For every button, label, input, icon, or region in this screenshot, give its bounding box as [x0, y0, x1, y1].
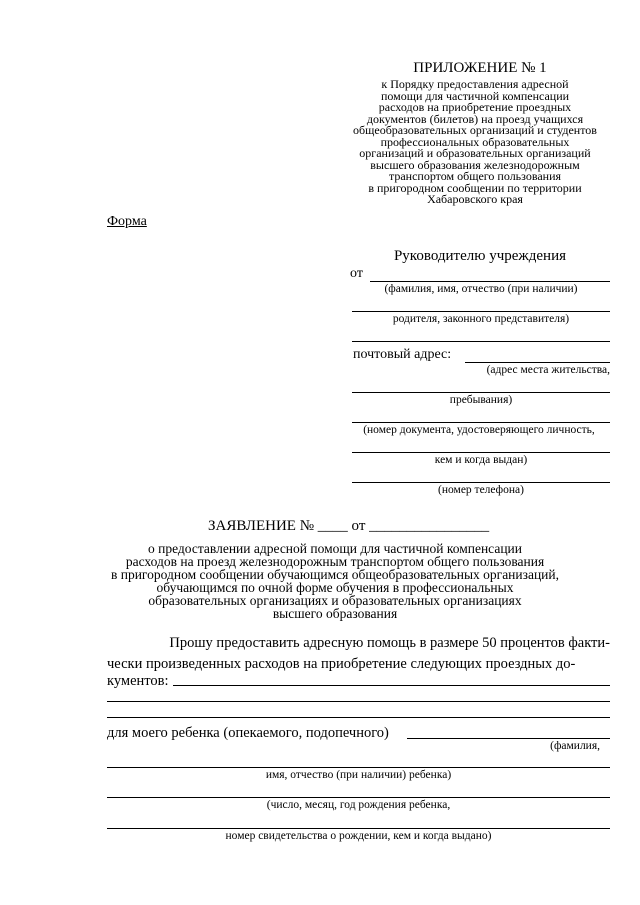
appendix-line: помощи для частичной компенсации: [380, 88, 570, 103]
statement-from-word: от: [351, 518, 366, 534]
child-certificate-line[interactable]: [107, 828, 610, 829]
hint-doc: (номер документа, удостоверяющего личность,: [363, 424, 595, 436]
statement-heading: ЗАЯВЛЕНИЕ №: [208, 518, 315, 534]
subject-line: высшего образования: [272, 606, 398, 621]
subject-line: расходов на проезд железнодорожным транспортом общего пользования: [125, 554, 545, 569]
hint-stay: пребывания): [449, 394, 513, 406]
doc-line[interactable]: [352, 422, 610, 423]
hint-birth: (число, месяц, год рождения ребенка,: [266, 799, 451, 811]
hint-address: (адрес места жительства,: [486, 364, 610, 376]
hint-parent: родителя, законного представителя): [392, 313, 570, 325]
parent-line[interactable]: [352, 311, 610, 312]
extra-line[interactable]: [352, 341, 610, 342]
child-surname-line[interactable]: [407, 738, 610, 739]
subject-line: образовательных организациях и образовательных организациях: [148, 593, 522, 608]
postal-line[interactable]: [465, 362, 610, 363]
from-name-line[interactable]: [370, 281, 610, 282]
form-label: Форма: [107, 214, 147, 229]
appendix-line: документов (билетов) на проезд учащихся: [366, 111, 584, 126]
hint-surname: (фамилия,: [550, 740, 600, 752]
appendix-line: Хабаровского края: [427, 192, 523, 206]
issued-line[interactable]: [352, 452, 610, 453]
subject-line: в пригородном сообщении обучающимся общеобразовательных организаций,: [110, 567, 560, 582]
child-label: для моего ребенка (опекаемого, подопечного): [107, 725, 389, 741]
request-line-3: кументов:: [107, 673, 169, 689]
addressee-to: Руководителю учреждения: [393, 248, 567, 264]
appendix-line: в пригородном сообщении по территории: [368, 180, 582, 195]
child-birth-line[interactable]: [107, 797, 610, 798]
statement-subject: [90, 542, 580, 620]
from-label: от: [350, 266, 363, 281]
phone-line[interactable]: [352, 482, 610, 483]
request-line-1: Прошу предоставить адресную помощь в размере 50 процентов факти-: [169, 635, 610, 651]
statement-date-blank[interactable]: ________________: [369, 518, 490, 534]
hint-child-name: имя, отчество (при наличии) ребенка): [265, 769, 452, 781]
appendix-line: к Порядку предоставления адресной: [381, 77, 569, 91]
appendix-line: расходов на приобретение проездных: [378, 100, 572, 114]
documents-line[interactable]: [173, 685, 610, 686]
postal-label: почтовый адрес:: [353, 347, 452, 362]
documents-line-3[interactable]: [107, 717, 610, 718]
statement-heading-row: [208, 518, 489, 535]
hint-phone: (номер телефона): [438, 484, 524, 496]
hint-name: (фамилия, имя, отчество (при наличии): [384, 283, 578, 295]
subject-line: о предоставлении адресной помощи для частичной компенсации: [147, 541, 523, 556]
hint-issued: кем и когда выдан): [434, 454, 528, 466]
hint-certificate: номер свидетельства о рождении, кем и когда выдано): [225, 830, 492, 842]
stay-line[interactable]: [352, 392, 610, 393]
subject-line: обучающимся по очной форме обучения в профессиональных: [156, 580, 514, 595]
appendix-line: общеобразовательных организаций и студентов: [353, 123, 597, 137]
request-line-2: чески произведенных расходов на приобретение следующих проездных до-: [107, 656, 576, 672]
appendix-text: [330, 79, 620, 206]
appendix-line: организаций и образовательных организаций: [359, 146, 591, 160]
appendix-line: профессиональных образовательных: [380, 134, 570, 149]
appendix-line: транспортом общего пользования: [388, 169, 562, 183]
statement-number-blank[interactable]: ____: [317, 518, 348, 534]
documents-line-2[interactable]: [107, 701, 610, 702]
child-name-line[interactable]: [107, 767, 610, 768]
appendix-line: высшего образования железнодорожным: [370, 157, 580, 172]
appendix-title: ПРИЛОЖЕНИЕ № 1: [413, 60, 547, 76]
